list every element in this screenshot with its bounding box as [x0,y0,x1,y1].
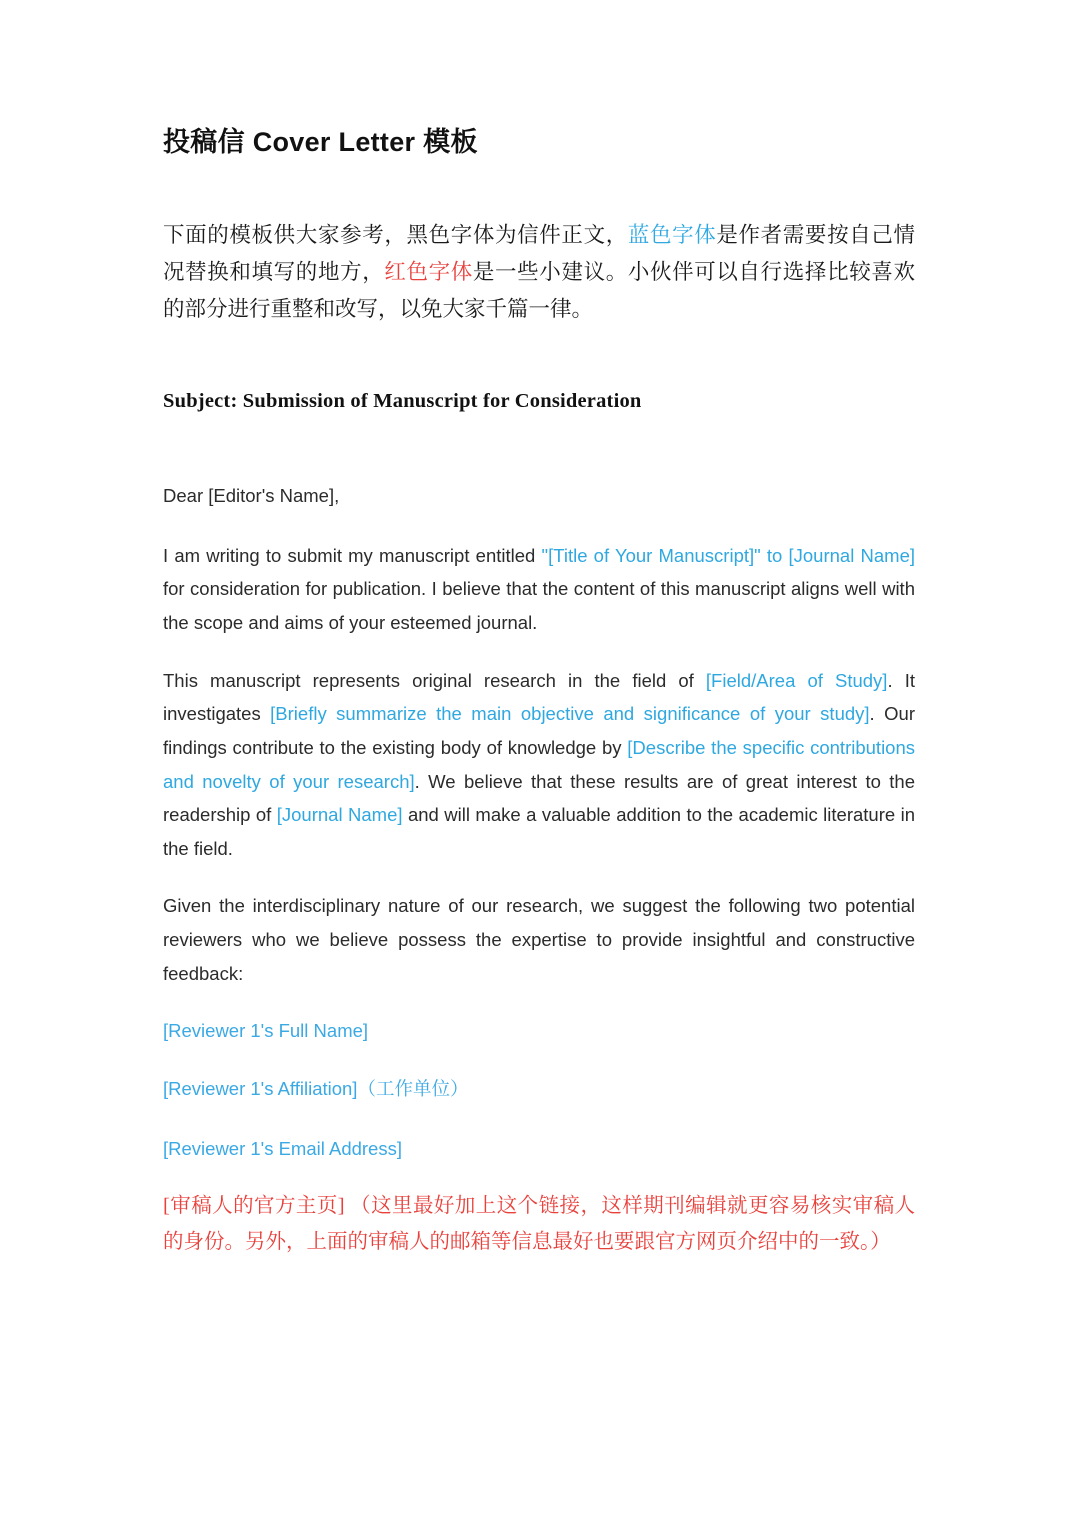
subject-line: Subject: Submission of Manuscript for Consideration [163,389,642,412]
intro-blue-term: 蓝色字体 [627,223,717,247]
intro-paragraph [163,217,915,328]
paragraph-2 [163,664,915,866]
intro-part-1: 下面的模板供大家参考，黑色字体为信件正文， [163,223,628,247]
paragraph-2-placeholder-3: [Describe the specific contributions and novelty of your research] [163,736,916,792]
paragraph-2-text-4: . We believe that these results are of great interest to the readership of [163,770,915,826]
homepage-note-line [163,1189,915,1260]
paragraph-2-text-5: and will make a valuable addition to the academic literature in the field. [163,804,915,859]
intro-part-3: 是一些小建议。小伙伴可以自行选择比较喜欢的部分进行重整和改写，以免大家千篇一律。 [163,259,915,321]
reviewer-name-line: [Reviewer 1's Full Name] [163,1020,369,1042]
reviewer-affiliation-placeholder: [Reviewer 1's Affiliation] [163,1078,358,1100]
paragraph-3: Given the interdisciplinary nature of our research, we suggest the following two potential reviewers who we believe possess the expertise to provide insightful and constructive feedback: [163,895,915,984]
paragraph-1-text-2: for consideration for publication. I believe that the content of this manuscript aligns well with the scope and aims of your esteemed journal. [163,578,915,633]
page-title: 投稿信 Cover Letter 模板 [163,127,478,157]
paragraph-1-placeholder-1: "[Title of Your Manuscript]" to [Journal Name] [541,544,915,566]
salutation: Dear [Editor's Name], [163,484,340,506]
intro-red-term: 红色字体 [384,259,473,284]
paragraph-2-text-2: . It investigates [163,669,915,725]
paragraph-2-placeholder-4: [Journal Name] [276,804,403,826]
homepage-link-placeholder: [审稿人的官方主页] [163,1195,345,1218]
paragraph-1 [163,539,915,640]
paragraph-2-text-1: This manuscript represents original research in the field of [163,669,706,691]
homepage-note-text: （这里最好加上这个链接，这样期刊编辑就更容易核实审稿人的身份。另外，上面的审稿人的邮箱等信息最好也要跟官方网页介绍中的一致。） [163,1195,916,1253]
reviewer-affiliation-line [163,1072,915,1108]
reviewer-affiliation-note: （工作单位） [357,1080,469,1101]
reviewer-email-line: [Reviewer 1's Email Address] [163,1137,402,1159]
paragraph-1-text-1: I am writing to submit my manuscript entitled [163,544,542,566]
intro-part-2: 是作者需要按自己情况替换和填写的地方， [163,223,915,284]
paragraph-2-text-3: . Our findings contribute to the existing body of knowledge by [163,703,915,758]
paragraph-2-placeholder-2: [Briefly summarize the main objective and significance of your study] [270,703,870,725]
paragraph-2-placeholder-1: [Field/Area of Study] [705,669,888,691]
